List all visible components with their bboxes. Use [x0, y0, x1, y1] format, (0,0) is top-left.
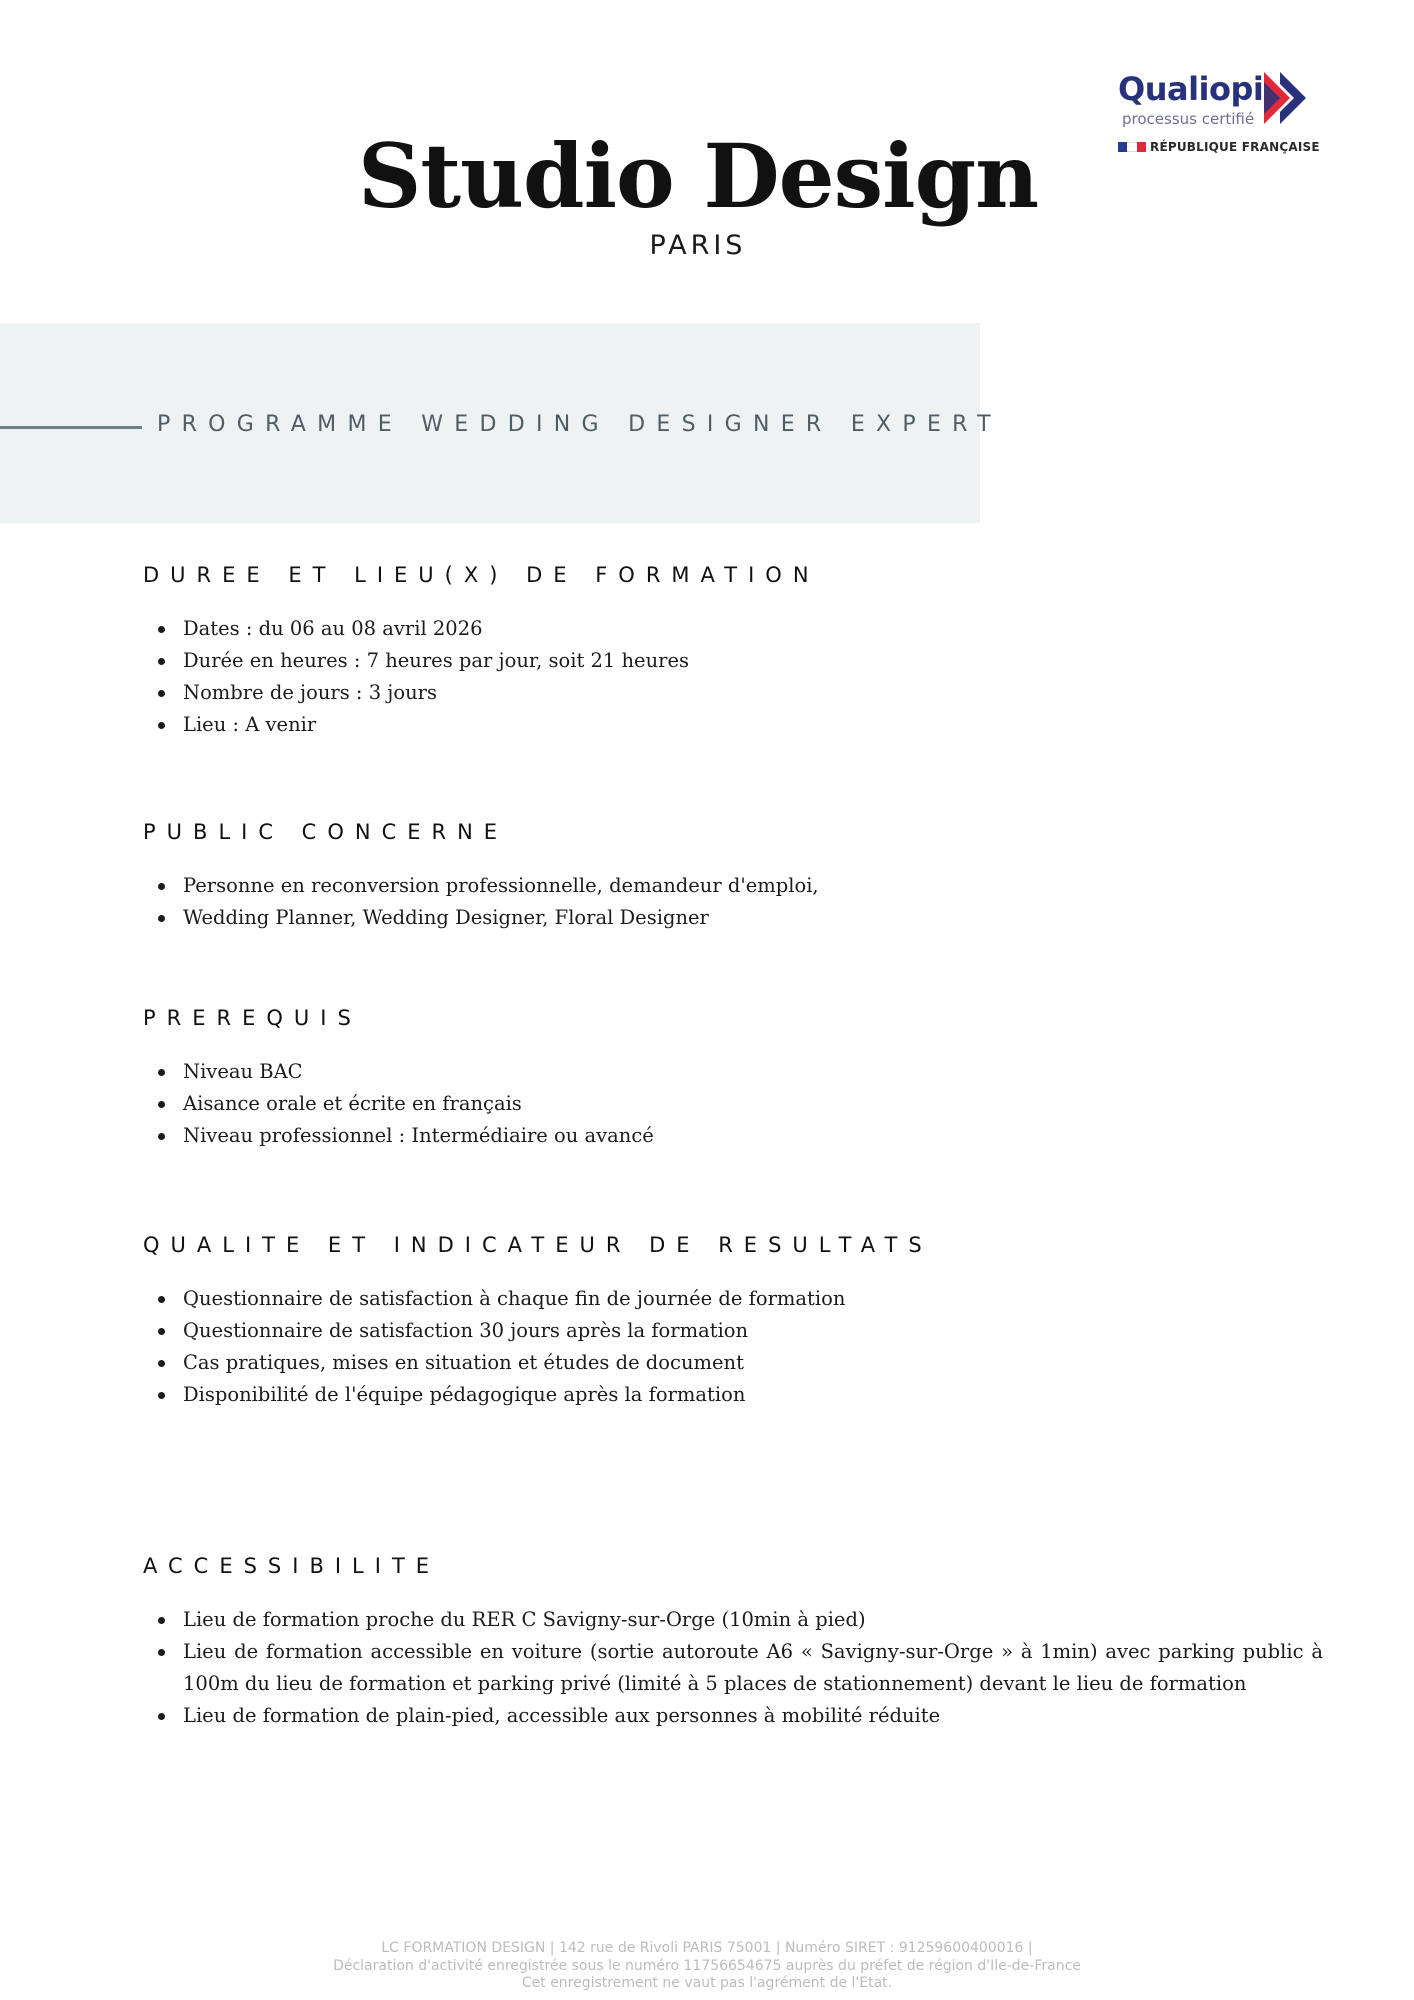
list-item: Durée en heures : 7 heures par jour, soit 21 heures — [143, 645, 1293, 677]
section-heading: PUBLIC CONCERNE — [143, 820, 509, 844]
section-heading: DUREE ET LIEU(X) DE FORMATION — [143, 563, 820, 587]
brand-header — [0, 124, 1414, 261]
page-footer — [0, 1940, 1414, 1993]
list-item: Niveau professionnel : Intermédiaire ou avancé — [143, 1120, 1293, 1152]
section-prerequis — [143, 1006, 1293, 1152]
program-banner — [0, 323, 1002, 523]
list-item: Nombre de jours : 3 jours — [143, 677, 1293, 709]
list-item: Lieu : A venir — [143, 709, 1293, 741]
banner-divider — [0, 426, 142, 429]
section-heading: ACCESSIBILITE — [143, 1554, 441, 1578]
section-heading: PREREQUIS — [143, 1006, 362, 1030]
section-qualite-indicateur — [143, 1233, 1293, 1411]
list-item: Questionnaire de satisfaction 30 jours après la formation — [143, 1315, 1293, 1347]
qualiopi-arrows-icon — [1264, 72, 1314, 124]
brand-subtitle: PARIS — [649, 230, 747, 261]
bullet-list — [143, 1283, 1293, 1411]
list-item: Aisance orale et écrite en français — [143, 1088, 1293, 1120]
list-item: Lieu de formation de plain-pied, accessible aux personnes à mobilité réduite — [143, 1700, 1293, 1732]
list-item: Dates : du 06 au 08 avril 2026 — [143, 613, 1293, 645]
footer-line: LC FORMATION DESIGN | 142 rue de Rivoli PARIS 75001 | Numéro SIRET : 91259600400016 | — [381, 1940, 1033, 1956]
list-item: Disponibilité de l'équipe pédagogique après la formation — [143, 1379, 1293, 1411]
bullet-list — [143, 1604, 1323, 1732]
qualiopi-name: Qualiopi — [1118, 70, 1264, 108]
list-item: Cas pratiques, mises en situation et études de document — [143, 1347, 1293, 1379]
bullet-list — [143, 870, 1293, 934]
section-public-concerne — [143, 820, 1293, 934]
program-title: PROGRAMME WEDDING DESIGNER EXPERT — [157, 412, 1002, 437]
bullet-list — [143, 613, 1293, 741]
republique-francaise-text: RÉPUBLIQUE FRANÇAISE — [1150, 140, 1320, 154]
list-item: Wedding Planner, Wedding Designer, Floral Designer — [143, 902, 1293, 934]
footer-line: Déclaration d'activité enregistrée sous le numéro 11756654675 auprès du préfet de région d'Ile-de-France — [333, 1957, 1081, 1974]
list-item: Lieu de formation proche du RER C Savigny-sur-Orge (10min à pied) — [143, 1604, 1293, 1636]
list-item: Personne en reconversion professionnelle, demandeur d'emploi, — [143, 870, 1293, 902]
section-accessibilite — [143, 1554, 1323, 1732]
list-item: Questionnaire de satisfaction à chaque fin de journée de formation — [143, 1283, 1293, 1315]
brand-title: Studio Design — [357, 124, 1039, 228]
bullet-list — [143, 1056, 1293, 1152]
qualiopi-tagline: processus certifié — [1122, 110, 1255, 128]
section-duree-lieu — [143, 563, 1293, 741]
footer-line: Cet enregistrement ne vaut pas l'agrément de l'Etat. — [521, 1975, 893, 1991]
list-item: Niveau BAC — [143, 1056, 1293, 1088]
section-heading: QUALITE ET INDICATEUR DE RESULTATS — [143, 1233, 933, 1257]
list-item: Lieu de formation accessible en voiture (sortie autoroute A6 « Savigny-sur-Orge » à 1min) avec parking public à 100m du lieu de formation et parking privé (limité à 5 places de stationnement) devant le lieu de formation — [143, 1636, 1323, 1700]
